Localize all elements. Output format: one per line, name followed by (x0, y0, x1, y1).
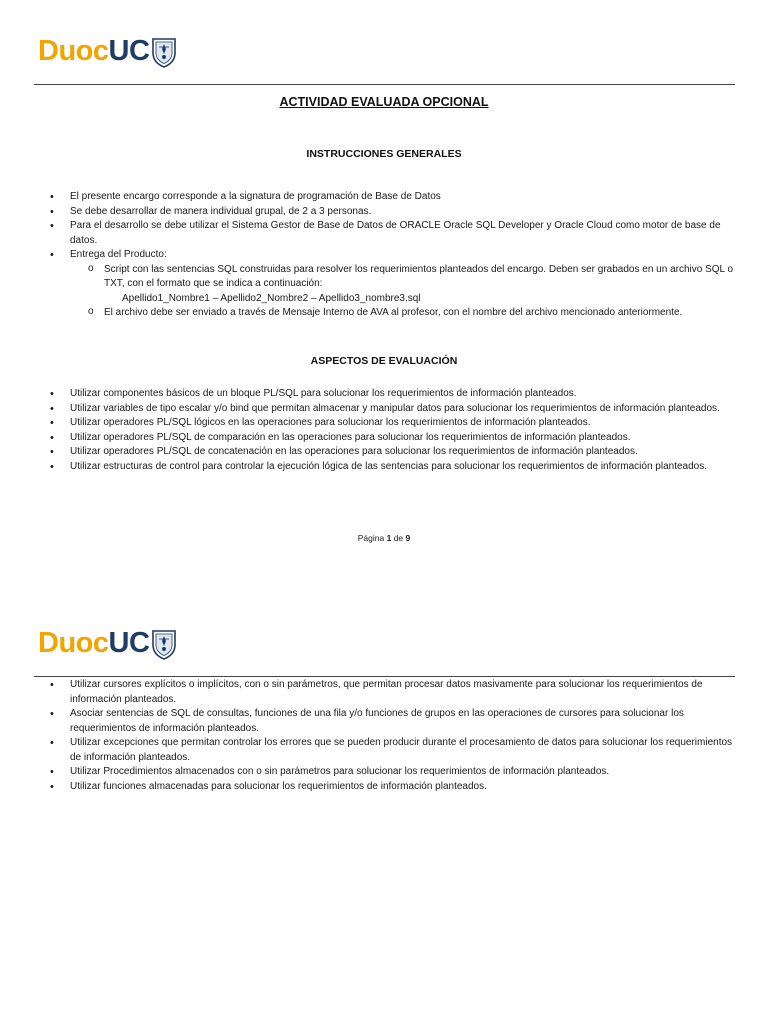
list-item (50, 248, 740, 321)
list-item: • Para el desarrollo se debe utilizar el Sistema Gestor de Base de Datos de ORACLE Oracle SQL Developer y Oracle Cloud como motor de base de datos. (50, 219, 740, 248)
logo-uc-text: UC (108, 627, 150, 659)
evaluation-list (50, 387, 740, 474)
sub-list-item: o El archivo debe ser enviado a través de Mensaje Interno de AVA al profesor, con el nombre del archivo mencionado anteriormente. (70, 306, 740, 321)
list-item: • Utilizar variables de tipo escalar y/o bind que permitan almacenar y manipular datos para solucionar los requerimientos de información planteados. (50, 402, 740, 417)
document-page-2 (0, 600, 768, 1024)
list-item: • Utilizar funciones almacenadas para solucionar los requerimientos de información planteados. (50, 780, 740, 795)
list-item: • Utilizar estructuras de control para controlar la ejecución lógica de las sentencias para solucionar los requerimientos de información planteados. (50, 460, 740, 475)
sub-list-item-text: Script con las sentencias SQL construidas para resolver los requerimientos planteados del encargo. Deben ser grabados en un archivo SQL o TXT, con el formato que se indica a continuación: (104, 263, 734, 289)
page-title: ACTIVIDAD EVALUADA OPCIONAL (279, 95, 489, 109)
list-item: • Utilizar cursores explícitos o implícitos, con o sin parámetros, que permitan procesar datos masivamente para solucionar los requerimientos de información planteados. (50, 678, 740, 707)
list-item: • Utilizar operadores PL/SQL de comparación en las operaciones para solucionar los requerimientos de información planteados. (50, 431, 740, 446)
evaluation-list-continued (50, 678, 740, 794)
logo-uc-text: UC (108, 35, 150, 67)
page-number (0, 533, 768, 543)
list-item: • El presente encargo corresponde a la signatura de programación de Base de Datos (50, 190, 740, 205)
page-of: de (393, 533, 404, 543)
crest-icon (151, 36, 177, 68)
logo-duoc-text: Duoc (38, 35, 109, 67)
duoc-uc-logo (38, 627, 177, 660)
filename-format: Apellido1_Nombre1 – Apellido2_Nombre2 – Apellido3_nombre3.sql (122, 292, 421, 304)
section-heading-instructions: INSTRUCCIONES GENERALES (306, 148, 462, 160)
list-item: • Utilizar excepciones que permitan controlar los errores que se pueden producir durante el procesamiento de datos para solucionar los requerimientos de información planteados. (50, 736, 740, 765)
instructions-list (50, 190, 740, 321)
page-total: 9 (405, 533, 411, 543)
list-item: • Se debe desarrollar de manera individual grupal, de 2 a 3 personas. (50, 205, 740, 220)
list-item: • Utilizar Procedimientos almacenados con o sin parámetros para solucionar los requerimientos de información planteados. (50, 765, 740, 780)
page-label: Página (357, 533, 385, 543)
duoc-uc-logo (38, 35, 177, 68)
list-item: • Utilizar operadores PL/SQL de concatenación en las operaciones para solucionar los requerimientos de información planteados. (50, 445, 740, 460)
header-divider (34, 84, 735, 85)
list-item: • Utilizar operadores PL/SQL lógicos en las operaciones para solucionar los requerimientos de información planteados. (50, 416, 740, 431)
page-current: 1 (386, 533, 392, 543)
sub-list-item (70, 263, 740, 307)
delivery-sublist (70, 263, 740, 321)
header-divider (34, 676, 735, 677)
section-heading-evaluation: ASPECTOS DE EVALUACIÓN (310, 355, 458, 367)
crest-icon (151, 628, 177, 660)
list-item-text: Entrega del Producto: (70, 249, 167, 260)
list-item: • Asociar sentencias de SQL de consultas, funciones de una fila y/o funciones de grupos en las operaciones de cursores para solucionar los requerimientos de información planteados. (50, 707, 740, 736)
list-item: • Utilizar componentes básicos de un bloque PL/SQL para solucionar los requerimientos de información planteados. (50, 387, 740, 402)
logo-duoc-text: Duoc (38, 627, 109, 659)
